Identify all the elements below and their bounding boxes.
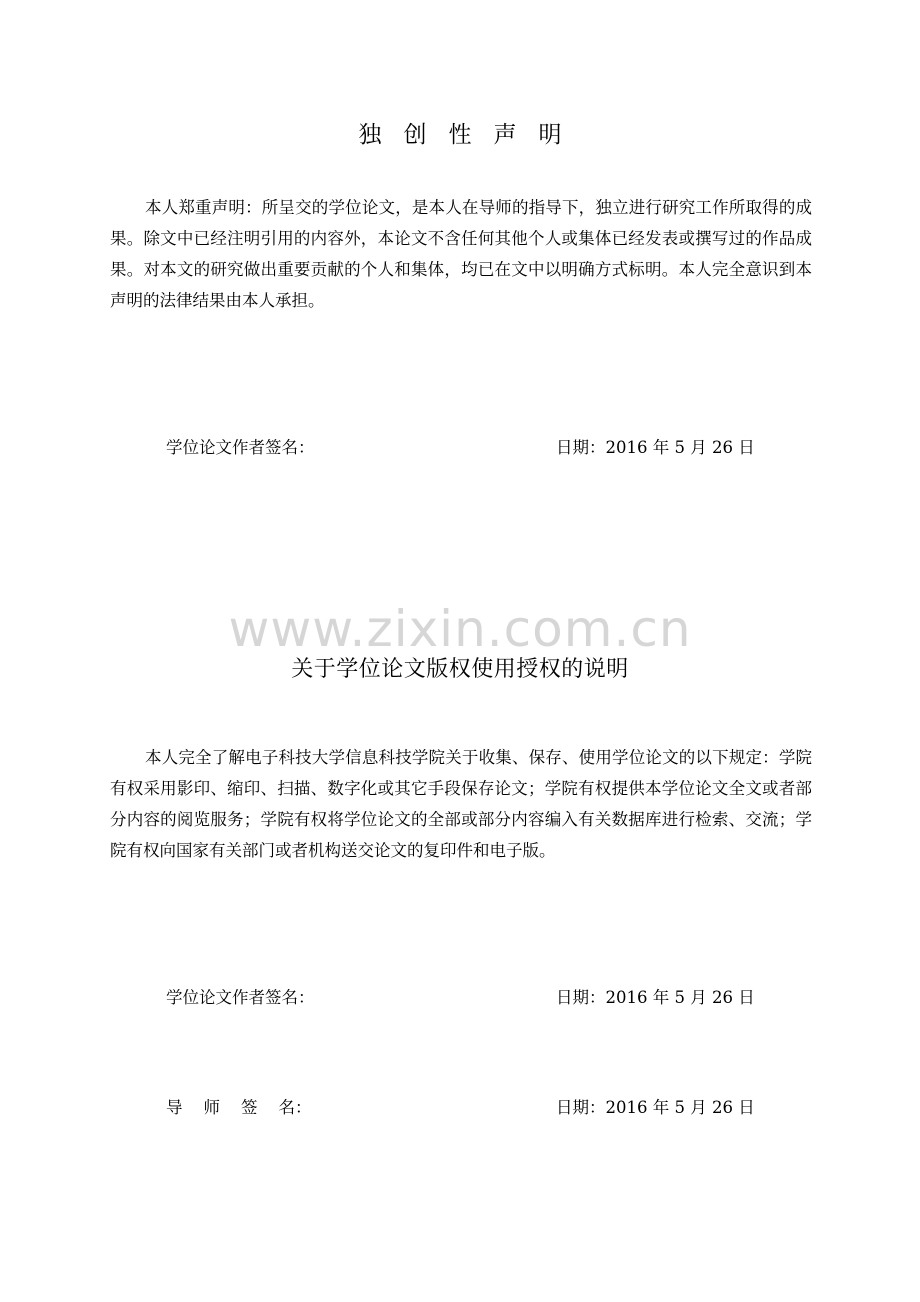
declaration-signature-row [166,436,766,460]
author-signature-label: 学位论文作者签名： [166,988,315,1007]
advisor-signature-label: 导 师 签 名： [166,1098,312,1117]
declaration-body: 本人郑重声明：所呈交的学位论文，是本人在导师的指导下，独立进行研究工作所取得的成果。除文中已经注明引用的内容外，本论文不含任何其他个人或集体已经发表或撰写过的作品成果。对本文的研究做出重要贡献的个人和集体，均已在文中以明确方式标明。本人完全意识到本声明的法律结果由本人承担。 [110,198,812,310]
author-signature-label: 学位论文作者签名： [166,438,315,457]
declaration-title: 独创性声明 [358,122,584,148]
watermark: www.zixin.com.cn [228,600,692,658]
advisor-signature-row [166,1096,766,1120]
copyright-title: 关于学位论文版权使用授权的说明 [291,657,629,682]
author-signature-date: 日期：2016 年 5 月 26 日 [556,988,755,1007]
copyright-body: 本人完全了解电子科技大学信息科技学院关于收集、保存、使用学位论文的以下规定：学院有权采用影印、缩印、扫描、数字化或其它手段保存论文；学院有权提供本学位论文全文或者部分内容的阅览服务；学院有权将学位论文的全部或部分内容编入有关数据库进行检索、交流；学院有权向国家有关部门或者机构送交论文的复印件和电子版。 [110,748,812,860]
declaration-date: 日期：2016 年 5 月 26 日 [556,438,755,457]
advisor-signature-date: 日期：2016 年 5 月 26 日 [556,1098,755,1117]
copyright-author-signature-row [166,986,766,1010]
